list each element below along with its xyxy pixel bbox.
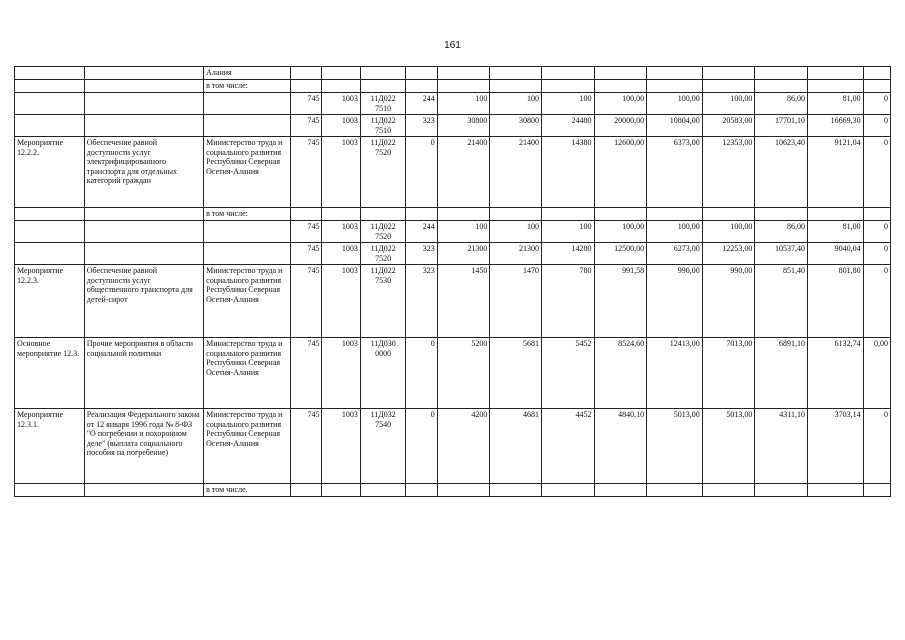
value-cell: 100,00 bbox=[702, 93, 755, 115]
value-cell: 801,80 bbox=[807, 265, 863, 338]
value-cell-empty bbox=[647, 67, 703, 80]
value-cell-empty bbox=[647, 208, 703, 221]
value-cell: 4311,10 bbox=[755, 409, 808, 484]
value-cell-empty bbox=[755, 484, 808, 497]
value-cell: 100 bbox=[437, 93, 490, 115]
row-name-empty bbox=[15, 484, 85, 497]
value-cell: 851,40 bbox=[755, 265, 808, 338]
table-row bbox=[15, 67, 891, 80]
value-cell: 21300 bbox=[437, 243, 490, 265]
value-cell: 17701,10 bbox=[755, 115, 808, 137]
value-cell: 6132,74 bbox=[807, 338, 863, 409]
value-cell: 323 bbox=[406, 115, 437, 137]
value-cell: 10804,00 bbox=[647, 115, 703, 137]
table-row bbox=[15, 409, 891, 484]
value-cell: 1003 bbox=[322, 338, 360, 409]
value-cell: 8524,60 bbox=[594, 338, 647, 409]
value-cell: 12600,00 bbox=[594, 137, 647, 208]
value-cell: 5452 bbox=[541, 338, 594, 409]
row-executor: Министерство труда и социального развития Республики Северная Осетия-Алания bbox=[204, 265, 291, 338]
value-cell-empty bbox=[437, 484, 490, 497]
value-cell: 323 bbox=[406, 243, 437, 265]
value-cell: 11Д022 7520 bbox=[360, 137, 406, 208]
row-executor: Алания bbox=[204, 67, 291, 80]
value-cell-empty bbox=[807, 484, 863, 497]
value-cell-empty bbox=[406, 484, 437, 497]
value-cell: 745 bbox=[291, 265, 322, 338]
value-cell: 100,00 bbox=[647, 221, 703, 243]
value-cell: 0 bbox=[863, 409, 890, 484]
value-cell: 1003 bbox=[322, 137, 360, 208]
value-cell-empty bbox=[322, 80, 360, 93]
value-cell: 14380 bbox=[541, 137, 594, 208]
value-cell: 0 bbox=[863, 93, 890, 115]
value-cell: 30800 bbox=[490, 115, 542, 137]
row-executor: Министерство труда и социального развития Республики Северная Осетия-Алания bbox=[204, 409, 291, 484]
value-cell: 745 bbox=[291, 137, 322, 208]
row-description-empty bbox=[84, 221, 203, 243]
value-cell-empty bbox=[594, 484, 647, 497]
value-cell: 100 bbox=[490, 93, 542, 115]
value-cell: 5681 bbox=[490, 338, 542, 409]
value-cell-empty bbox=[594, 67, 647, 80]
value-cell: 4452 bbox=[541, 409, 594, 484]
value-cell-empty bbox=[322, 67, 360, 80]
value-cell-empty bbox=[863, 67, 890, 80]
value-cell: 0 bbox=[406, 338, 437, 409]
value-cell-empty bbox=[490, 484, 542, 497]
row-name-empty bbox=[15, 208, 85, 221]
row-executor: Министерство труда и социального развития Республики Северная Осетия-Алания bbox=[204, 137, 291, 208]
table-row bbox=[15, 221, 891, 243]
row-name-empty bbox=[15, 93, 85, 115]
row-description: Обеспечение равной доступности услуг общественного транспорта для детей-сирот bbox=[84, 265, 203, 338]
page-number: 161 bbox=[444, 40, 461, 51]
value-cell-empty bbox=[594, 208, 647, 221]
value-cell-empty bbox=[291, 67, 322, 80]
value-cell-empty bbox=[541, 484, 594, 497]
value-cell: 11Д022 7510 bbox=[360, 115, 406, 137]
table-row bbox=[15, 80, 891, 93]
value-cell: 20583,00 bbox=[702, 115, 755, 137]
row-name-empty bbox=[15, 115, 85, 137]
value-cell-empty bbox=[437, 80, 490, 93]
value-cell: 11Д022 7520 bbox=[360, 221, 406, 243]
value-cell: 323 bbox=[406, 265, 437, 338]
value-cell: 244 bbox=[406, 93, 437, 115]
value-cell: 16669,30 bbox=[807, 115, 863, 137]
row-description: Прочие мероприятия в области социальной политики bbox=[84, 338, 203, 409]
row-executor-empty bbox=[204, 93, 291, 115]
value-cell: 1003 bbox=[322, 265, 360, 338]
value-cell: 1003 bbox=[322, 115, 360, 137]
value-cell: 4681 bbox=[490, 409, 542, 484]
value-cell-empty bbox=[647, 484, 703, 497]
value-cell: 0 bbox=[863, 137, 890, 208]
value-cell: 12413,00 bbox=[647, 338, 703, 409]
value-cell-empty bbox=[755, 208, 808, 221]
table-row bbox=[15, 208, 891, 221]
budget-table bbox=[14, 66, 891, 497]
value-cell: 100 bbox=[490, 221, 542, 243]
value-cell: 5200 bbox=[437, 338, 490, 409]
value-cell: 990,00 bbox=[702, 265, 755, 338]
row-executor: в том числе: bbox=[204, 208, 291, 221]
value-cell: 5013,00 bbox=[702, 409, 755, 484]
value-cell: 11Д022 7510 bbox=[360, 93, 406, 115]
value-cell-empty bbox=[702, 484, 755, 497]
value-cell-empty bbox=[541, 80, 594, 93]
value-cell: 1470 bbox=[490, 265, 542, 338]
row-name-empty bbox=[15, 221, 85, 243]
row-description-empty bbox=[84, 80, 203, 93]
value-cell-empty bbox=[322, 484, 360, 497]
value-cell: 14280 bbox=[541, 243, 594, 265]
row-executor-empty bbox=[204, 243, 291, 265]
value-cell: 4840,10 bbox=[594, 409, 647, 484]
value-cell: 100 bbox=[541, 93, 594, 115]
value-cell-empty bbox=[490, 67, 542, 80]
row-name: Основное мероприятие 12.3. bbox=[15, 338, 85, 409]
row-description-empty bbox=[84, 484, 203, 497]
value-cell: 24480 bbox=[541, 115, 594, 137]
value-cell: 11Д022 7530 bbox=[360, 265, 406, 338]
value-cell-empty bbox=[702, 80, 755, 93]
value-cell: 1003 bbox=[322, 409, 360, 484]
value-cell: 9040,04 bbox=[807, 243, 863, 265]
value-cell: 100 bbox=[437, 221, 490, 243]
value-cell: 5013,00 bbox=[647, 409, 703, 484]
value-cell-empty bbox=[437, 67, 490, 80]
table-row bbox=[15, 137, 891, 208]
value-cell: 12253,00 bbox=[702, 243, 755, 265]
value-cell: 4200 bbox=[437, 409, 490, 484]
value-cell-empty bbox=[863, 208, 890, 221]
table-row bbox=[15, 115, 891, 137]
value-cell: 100,00 bbox=[702, 221, 755, 243]
value-cell: 21400 bbox=[490, 137, 542, 208]
value-cell-empty bbox=[807, 67, 863, 80]
value-cell: 21400 bbox=[437, 137, 490, 208]
row-executor: в том числе. bbox=[204, 484, 291, 497]
value-cell: 0 bbox=[863, 243, 890, 265]
table-body bbox=[15, 67, 891, 497]
row-name-empty bbox=[15, 67, 85, 80]
value-cell-empty bbox=[291, 484, 322, 497]
value-cell: 0,00 bbox=[863, 338, 890, 409]
value-cell: 0 bbox=[863, 221, 890, 243]
value-cell: 990,00 bbox=[647, 265, 703, 338]
value-cell: 0 bbox=[863, 265, 890, 338]
value-cell-empty bbox=[755, 80, 808, 93]
value-cell-empty bbox=[291, 80, 322, 93]
row-name-empty bbox=[15, 80, 85, 93]
value-cell: 745 bbox=[291, 115, 322, 137]
value-cell-empty bbox=[541, 67, 594, 80]
row-executor: Министерство труда и социального развития Республики Северная Осетия-Алания bbox=[204, 338, 291, 409]
value-cell: 0 bbox=[406, 409, 437, 484]
value-cell-empty bbox=[437, 208, 490, 221]
value-cell: 7013,00 bbox=[702, 338, 755, 409]
table-row bbox=[15, 265, 891, 338]
value-cell: 21300 bbox=[490, 243, 542, 265]
value-cell: 10537,40 bbox=[755, 243, 808, 265]
value-cell: 20000,00 bbox=[594, 115, 647, 137]
value-cell-empty bbox=[594, 80, 647, 93]
value-cell-empty bbox=[360, 67, 406, 80]
value-cell: 1003 bbox=[322, 243, 360, 265]
value-cell: 991,58 bbox=[594, 265, 647, 338]
value-cell: 11Д030 0000 bbox=[360, 338, 406, 409]
value-cell: 244 bbox=[406, 221, 437, 243]
value-cell: 81,00 bbox=[807, 93, 863, 115]
table-row bbox=[15, 338, 891, 409]
value-cell: 100,00 bbox=[594, 221, 647, 243]
value-cell: 780 bbox=[541, 265, 594, 338]
value-cell-empty bbox=[807, 80, 863, 93]
row-description-empty bbox=[84, 115, 203, 137]
value-cell: 1450 bbox=[437, 265, 490, 338]
value-cell-empty bbox=[863, 80, 890, 93]
value-cell: 100,00 bbox=[647, 93, 703, 115]
value-cell: 745 bbox=[291, 243, 322, 265]
value-cell: 9121,04 bbox=[807, 137, 863, 208]
value-cell: 86,00 bbox=[755, 93, 808, 115]
value-cell: 12353,00 bbox=[702, 137, 755, 208]
value-cell: 11Д022 7520 bbox=[360, 243, 406, 265]
value-cell-empty bbox=[360, 208, 406, 221]
value-cell-empty bbox=[647, 80, 703, 93]
value-cell: 11Д032 7540 bbox=[360, 409, 406, 484]
value-cell: 745 bbox=[291, 338, 322, 409]
value-cell-empty bbox=[863, 484, 890, 497]
row-name: Мероприятие 12.2.3. bbox=[15, 265, 85, 338]
value-cell: 0 bbox=[406, 137, 437, 208]
row-name: Мероприятие 12.3.1. bbox=[15, 409, 85, 484]
row-description: Реализация Федерального закона от 12 января 1996 года № 8-ФЗ "О погребении и похоронном деле" (выплата социального пособия на погребение) bbox=[84, 409, 203, 484]
row-description-empty bbox=[84, 243, 203, 265]
row-executor-empty bbox=[204, 115, 291, 137]
value-cell: 1003 bbox=[322, 93, 360, 115]
value-cell: 100 bbox=[541, 221, 594, 243]
value-cell: 86,00 bbox=[755, 221, 808, 243]
row-description: Обеспечение равной доступности услуг электрифицированного транспорта для отдельных категорий граждан bbox=[84, 137, 203, 208]
value-cell: 1003 bbox=[322, 221, 360, 243]
row-description-empty bbox=[84, 208, 203, 221]
value-cell-empty bbox=[702, 208, 755, 221]
value-cell: 745 bbox=[291, 93, 322, 115]
row-description-empty bbox=[84, 67, 203, 80]
value-cell: 81,00 bbox=[807, 221, 863, 243]
value-cell-empty bbox=[406, 67, 437, 80]
value-cell: 745 bbox=[291, 221, 322, 243]
value-cell-empty bbox=[360, 484, 406, 497]
value-cell: 6373,00 bbox=[647, 137, 703, 208]
value-cell-empty bbox=[702, 67, 755, 80]
value-cell-empty bbox=[490, 208, 542, 221]
table-row bbox=[15, 93, 891, 115]
value-cell-empty bbox=[322, 208, 360, 221]
value-cell: 6891,10 bbox=[755, 338, 808, 409]
value-cell-empty bbox=[291, 208, 322, 221]
row-executor: в том числе: bbox=[204, 80, 291, 93]
table-row bbox=[15, 243, 891, 265]
value-cell-empty bbox=[490, 80, 542, 93]
value-cell: 745 bbox=[291, 409, 322, 484]
value-cell: 12500,00 bbox=[594, 243, 647, 265]
value-cell: 10623,40 bbox=[755, 137, 808, 208]
row-description-empty bbox=[84, 93, 203, 115]
value-cell-empty bbox=[807, 208, 863, 221]
value-cell: 6273,00 bbox=[647, 243, 703, 265]
value-cell-empty bbox=[406, 80, 437, 93]
value-cell: 3703,14 bbox=[807, 409, 863, 484]
value-cell: 30800 bbox=[437, 115, 490, 137]
value-cell-empty bbox=[360, 80, 406, 93]
value-cell-empty bbox=[755, 67, 808, 80]
value-cell-empty bbox=[406, 208, 437, 221]
value-cell: 100,00 bbox=[594, 93, 647, 115]
row-executor-empty bbox=[204, 221, 291, 243]
value-cell-empty bbox=[541, 208, 594, 221]
row-name-empty bbox=[15, 243, 85, 265]
value-cell: 0 bbox=[863, 115, 890, 137]
table-row bbox=[15, 484, 891, 497]
row-name: Мероприятие 12.2.2. bbox=[15, 137, 85, 208]
